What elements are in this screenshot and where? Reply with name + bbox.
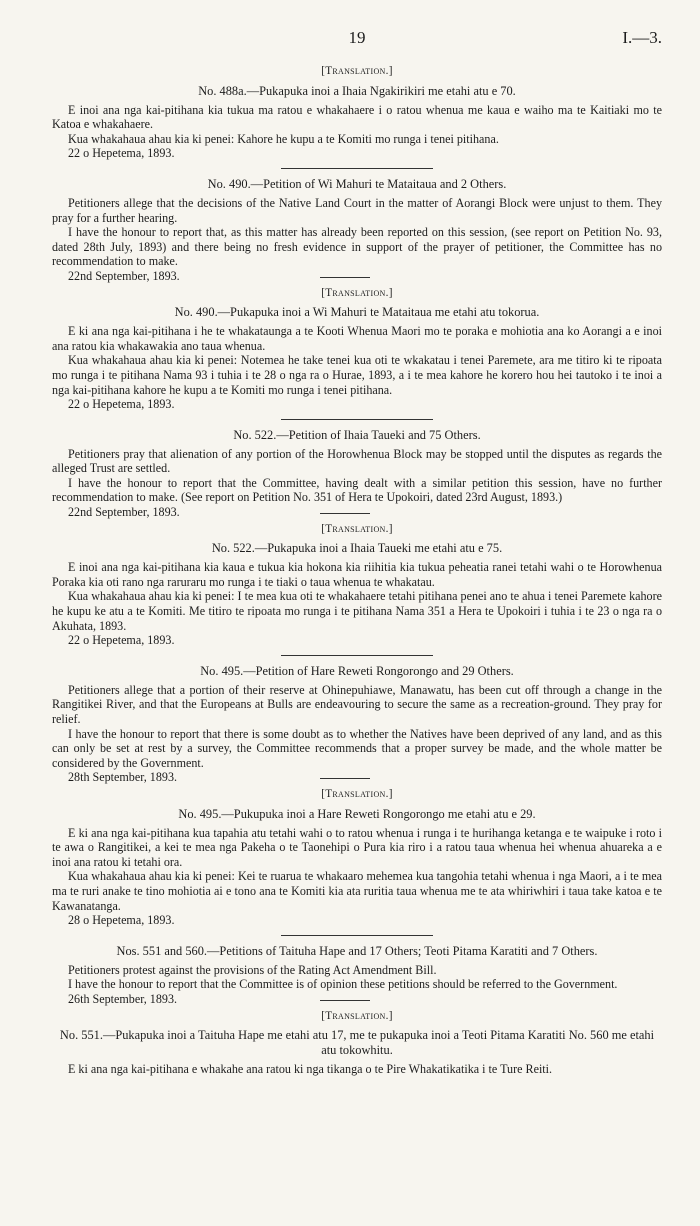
section-body: Kua whakahaua ahau kia ki penei: Kei te ruarua te whakaaro mehemea kua tangohia tetahi whenua i nga Maori, a i te mea ma te ruri anake te tino mohiotia ai e tono ana te Komiti kia ata ruritia taua whenua me te ata whiriwhiri i taua take katoa e te Kawanatanga.	[52, 869, 662, 913]
section-body: E ki ana nga kai-pitihana e whakahe ana ratou ki nga tikanga o te Pire Whakatikatika i te Ture Reiti.	[68, 1062, 553, 1077]
page-number: 19	[348, 28, 366, 47]
section-heading: No. 495.—Petition of Hare Reweti Rongorongo and 29 Others.	[200, 663, 514, 678]
section-heading: No. 490.—Petition of Wi Mahuri te Mataitaua and 2 Others.	[207, 176, 507, 191]
section-date: 22 o Hepetema, 1893.	[68, 633, 175, 648]
section-body: E ki ana nga kai-pitihana i he te whakataunga a te Kooti Whenua Maori mo te poraka e mohiotia ana ko Aorangi a e inoi ana ratou kia whakawakia ano taua whenua.	[52, 324, 662, 353]
section-heading: No. 488a.—Pukapuka inoi a Ihaia Ngakirikiri me etahi atu e 70.	[198, 83, 516, 98]
section-body: Petitioners allege that a portion of their reserve at Ohinepuhiawe, Manawatu, has been cut off through a change in the Rangitikei River, and that the Europeans at Bulls are endeavouring to secure the same as a recreation-ground. They pray for relief.	[52, 682, 662, 726]
section-490-translation	[52, 286, 662, 412]
translation-label: [Translation.]	[321, 522, 393, 535]
section-date: 22nd September, 1893.	[68, 268, 180, 283]
section-divider	[281, 168, 433, 169]
section-body: I have the honour to report that, as this matter has already been reported on this session, (see report on Petition No. 93, dated 28th July, 1893) and there being no fresh evidence in support of the prayer of petitioner, the Committee has no recommendation to make.	[52, 225, 662, 269]
section-heading: No. 551.—Pukapuka inoi a Taituha Hape me etahi atu 17, me te pukapuka inoi a Teoti Pitama Karatiti No. 560 me etahi atu tokowhitu.	[59, 1028, 655, 1058]
section-body: I have the honour to report that there is some doubt as to whether the Natives have been deprived of any land, and as this can only be set at rest by a survey, the Committee recommends that a proper survey be made, and the whole matter be considered by the Government.	[52, 726, 662, 770]
section-522-petition	[52, 428, 662, 520]
section-date: 22 o Hepetema, 1893.	[68, 146, 175, 161]
document-reference: I.—3.	[622, 28, 662, 47]
section-heading: No. 522.—Pukapuka inoi a Ihaia Taueki me etahi atu e 75.	[211, 541, 503, 556]
section-body: Petitioners protest against the provisions of the Rating Act Amendment Bill.	[68, 962, 437, 977]
section-body: Petitioners allege that the decisions of the Native Land Court in the matter of Aorangi Block were unjust to them. They pray for a further hearing.	[52, 195, 662, 225]
translation-label: [Translation.]	[321, 1009, 393, 1022]
section-body: E ki ana nga kai-pitihana kua tapahia atu tetahi wahi o to ratou whenua i runga i te hurihanga ketanga e te waipuke i roto i te awa o Rangitikei, a kei te mea nga Pakeha o te Taonehipi o Pura kia riro i a ratou taua whenua hei whenua ahuareka a e inoi ana ratou ki tetahi ora.	[52, 825, 662, 869]
section-body: Kua whakahaua ahau kia ki penei: Kahore he kupu a te Komiti mo runga i tenei pitihana.	[68, 131, 499, 146]
section-522-translation	[52, 522, 662, 648]
translation-label: [Translation.]	[321, 787, 393, 800]
section-490-petition	[52, 177, 662, 284]
short-divider	[320, 277, 370, 278]
page-header	[52, 28, 662, 62]
section-heading: No. 490.—Pukapuka inoi a Wi Mahuri te Mataitaua me etahi atu tokorua.	[174, 305, 540, 320]
section-date: 22nd September, 1893.	[68, 505, 180, 520]
section-body: E inoi ana nga kai-pitihana kia kaua e tukua kia hokona kia riihitia kia tukua peheatia ranei tetahi wahi o te Horowhenua Poraka kia oti rano nga raruraru mo runga i te tiaki o taua whenua te whakatau.	[52, 560, 662, 589]
short-divider	[320, 513, 370, 514]
translation-label: [Translation.]	[321, 286, 393, 299]
section-heading: No. 495.—Pukupuka inoi a Hare Reweti Rongorongo me etahi atu e 29.	[178, 806, 536, 821]
section-495-petition	[52, 664, 662, 785]
section-551-560-petition	[52, 944, 662, 1007]
section-date: 28th September, 1893.	[68, 770, 178, 785]
section-488a-translation	[52, 64, 662, 161]
translation-label: [Translation.]	[321, 65, 393, 77]
section-date: 26th September, 1893.	[68, 991, 178, 1006]
section-date: 22 o Hepetema, 1893.	[68, 397, 175, 412]
section-body: E inoi ana nga kai-pitihana kia tukua ma ratou e whakahaere i o ratou whenua me kaua e waiho ma te Kaitiaki mo te Katoa e whakahaere.	[52, 102, 662, 132]
section-495-translation	[52, 787, 662, 928]
section-body: Petitioners pray that alienation of any portion of the Horowhenua Block may be stopped until the disputes as regards the alleged Trust are settled.	[52, 446, 662, 476]
section-divider	[281, 655, 433, 656]
section-body: Kua whakahaua ahau kia ki penei: Notemea he take tenei kua oti te wkakatau i tenei Paremete, ara me titiro ki te ripoata mo runga i te pitihana Nama 93 i tuhia i te 28 o nga ra o Hurae, 1893, a i te mea kahore he korero hou hei tautoko i te inoi a nga kai-pitihana kahore he kupu a te Komiti mo runga i tenei pitihana.	[52, 353, 662, 397]
section-divider	[281, 419, 433, 420]
short-divider	[320, 778, 370, 779]
short-divider	[320, 1000, 370, 1001]
section-body: I have the honour to report that the Committee, having dealt with a similar petition this session, have no further recommendation to make. (See report on Petition No. 351 of Hera te Upokoiri, dated 23rd August, 1893.)	[52, 475, 662, 505]
section-551-translation	[52, 1009, 662, 1077]
section-date: 28 o Hepetema, 1893.	[68, 913, 175, 928]
section-body: I have the honour to report that the Committee is of opinion these petitions should be referred to the Government.	[68, 977, 618, 992]
section-divider	[281, 935, 433, 936]
section-body: Kua whakahaua ahau kia ki penei: I te mea kua oti te whakahaere tetahi pitihana penei ano te ahua i tenei Paremete kahore he kupu ke atu a te Komiti. Me titiro te ripoata mo runga i te pitihana Nama 351 a Hera te Upokoiri i tuhia i te 23 o nga ra o Akuhata, 1893.	[52, 589, 662, 633]
section-heading: Nos. 551 and 560.—Petitions of Taituha Hape and 17 Others; Teoti Pitama Karatiti and 7 Others.	[116, 943, 598, 958]
section-heading: No. 522.—Petition of Ihaia Taueki and 75 Others.	[233, 427, 481, 442]
